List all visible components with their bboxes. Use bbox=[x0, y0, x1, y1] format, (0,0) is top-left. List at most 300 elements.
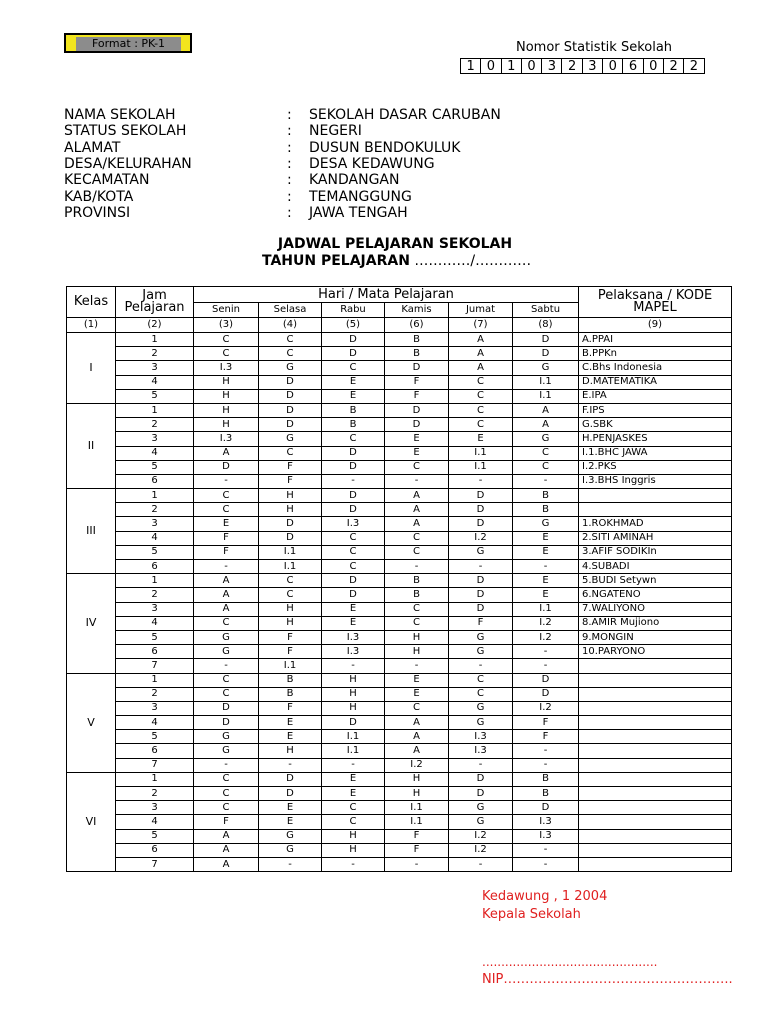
pelaksana-cell bbox=[579, 489, 732, 503]
period-cell: 6 bbox=[116, 744, 194, 758]
subject-cell: H bbox=[322, 687, 385, 701]
subject-cell: G bbox=[259, 843, 322, 857]
header-day: Selasa bbox=[259, 303, 322, 318]
subject-cell: C bbox=[449, 375, 513, 389]
subject-cell: D bbox=[449, 772, 513, 786]
subject-cell: F bbox=[513, 730, 579, 744]
table-row bbox=[67, 630, 732, 644]
subject-cell: D bbox=[259, 787, 322, 801]
subject-cell: I.2 bbox=[385, 758, 449, 772]
header-col-number: (3) bbox=[194, 318, 259, 333]
subject-cell: D bbox=[513, 347, 579, 361]
subject-cell: E bbox=[322, 389, 385, 403]
header-pelaksana: Pelaksana / KODE MAPEL bbox=[579, 287, 732, 318]
subject-cell: - bbox=[385, 560, 449, 574]
subject-cell: - bbox=[513, 744, 579, 758]
pelaksana-cell: H.PENJASKES bbox=[579, 432, 732, 446]
subject-cell: H bbox=[194, 418, 259, 432]
table-row bbox=[67, 787, 732, 801]
period-cell: 2 bbox=[116, 687, 194, 701]
period-cell: 2 bbox=[116, 787, 194, 801]
subject-cell: - bbox=[513, 474, 579, 488]
header-kelas: Kelas bbox=[67, 287, 116, 318]
subject-cell: D bbox=[513, 333, 579, 347]
period-cell: 2 bbox=[116, 347, 194, 361]
subject-cell: G bbox=[449, 545, 513, 559]
pelaksana-cell: C.Bhs Indonesia bbox=[579, 361, 732, 375]
subject-cell: - bbox=[322, 659, 385, 673]
subject-cell: D bbox=[449, 588, 513, 602]
subject-cell: I.1 bbox=[385, 815, 449, 829]
period-cell: 1 bbox=[116, 574, 194, 588]
subject-cell: I.1 bbox=[259, 659, 322, 673]
subject-cell: D bbox=[322, 574, 385, 588]
subject-cell: C bbox=[385, 460, 449, 474]
format-badge bbox=[64, 33, 192, 53]
table-row bbox=[67, 815, 732, 829]
subject-cell: B bbox=[385, 574, 449, 588]
header-col-number: (9) bbox=[579, 318, 732, 333]
subject-cell: H bbox=[259, 489, 322, 503]
header-col-number: (4) bbox=[259, 318, 322, 333]
subject-cell: - bbox=[449, 560, 513, 574]
subject-cell: - bbox=[259, 857, 322, 871]
subject-cell: C bbox=[194, 347, 259, 361]
subject-cell: E bbox=[322, 616, 385, 630]
subject-cell: C bbox=[513, 446, 579, 460]
subject-cell: D bbox=[449, 602, 513, 616]
subject-cell: I.1 bbox=[322, 730, 385, 744]
header-hari: Hari / Mata Pelajaran bbox=[194, 287, 579, 303]
subject-cell: - bbox=[322, 857, 385, 871]
subject-cell: D bbox=[259, 403, 322, 417]
period-cell: 3 bbox=[116, 602, 194, 616]
subject-cell: I.3 bbox=[322, 630, 385, 644]
subject-cell: D bbox=[322, 333, 385, 347]
subject-cell: E bbox=[513, 531, 579, 545]
table-row bbox=[67, 545, 732, 559]
nss-digit: 3 bbox=[583, 58, 603, 74]
table-row bbox=[67, 432, 732, 446]
table-row bbox=[67, 333, 732, 347]
table-row bbox=[67, 843, 732, 857]
subject-cell: C bbox=[449, 403, 513, 417]
period-cell: 3 bbox=[116, 701, 194, 715]
subject-cell: G bbox=[194, 744, 259, 758]
subject-cell: H bbox=[385, 645, 449, 659]
period-cell: 1 bbox=[116, 489, 194, 503]
header-jam: Jam Pelajaran bbox=[116, 287, 194, 318]
subject-cell: A bbox=[449, 361, 513, 375]
subject-cell: I.1 bbox=[322, 744, 385, 758]
period-cell: 1 bbox=[116, 772, 194, 786]
period-cell: 7 bbox=[116, 659, 194, 673]
subject-cell: C bbox=[194, 673, 259, 687]
period-cell: 3 bbox=[116, 432, 194, 446]
subject-cell: G bbox=[513, 517, 579, 531]
format-label: Format : PK-1 bbox=[76, 37, 181, 51]
signature-nip: NIP…………………………………………….. bbox=[482, 972, 733, 987]
subject-cell: C bbox=[322, 815, 385, 829]
header-col-number: (1) bbox=[67, 318, 116, 333]
pelaksana-cell: 5.BUDI Setywn bbox=[579, 574, 732, 588]
pelaksana-cell bbox=[579, 716, 732, 730]
table-row bbox=[67, 503, 732, 517]
pelaksana-cell bbox=[579, 758, 732, 772]
subject-cell: F bbox=[259, 474, 322, 488]
subject-cell: C bbox=[259, 446, 322, 460]
header-col-number: (8) bbox=[513, 318, 579, 333]
subject-cell: - bbox=[194, 560, 259, 574]
pelaksana-cell bbox=[579, 772, 732, 786]
pelaksana-cell: E.IPA bbox=[579, 389, 732, 403]
subject-cell: A bbox=[194, 602, 259, 616]
header-day: Jumat bbox=[449, 303, 513, 318]
period-cell: 5 bbox=[116, 389, 194, 403]
table-row bbox=[67, 375, 732, 389]
schedule-title: JADWAL PELAJARAN SEKOLAH bbox=[277, 236, 513, 252]
pelaksana-cell bbox=[579, 829, 732, 843]
subject-cell: C bbox=[385, 545, 449, 559]
subject-cell: D bbox=[259, 772, 322, 786]
subject-cell: E bbox=[259, 730, 322, 744]
period-cell: 3 bbox=[116, 801, 194, 815]
subject-cell: D bbox=[449, 787, 513, 801]
subject-cell: D bbox=[449, 503, 513, 517]
subject-cell: B bbox=[385, 333, 449, 347]
table-row bbox=[67, 347, 732, 361]
subject-cell: - bbox=[194, 659, 259, 673]
class-name: IV bbox=[67, 574, 116, 673]
period-cell: 5 bbox=[116, 730, 194, 744]
schedule-table bbox=[66, 286, 732, 872]
pelaksana-cell bbox=[579, 701, 732, 715]
subject-cell: G bbox=[259, 361, 322, 375]
period-cell: 3 bbox=[116, 361, 194, 375]
identity-label: STATUS SEKOLAH bbox=[64, 123, 187, 140]
identity-label: ALAMAT bbox=[64, 139, 121, 156]
subject-cell: - bbox=[513, 560, 579, 574]
nss-digit: 2 bbox=[664, 58, 684, 74]
subject-cell: C bbox=[259, 588, 322, 602]
header-day: Rabu bbox=[322, 303, 385, 318]
subject-cell: C bbox=[194, 801, 259, 815]
pelaksana-cell: 9.MONGIN bbox=[579, 630, 732, 644]
subject-cell: G bbox=[449, 645, 513, 659]
subject-cell: C bbox=[194, 489, 259, 503]
period-cell: 4 bbox=[116, 531, 194, 545]
subject-cell: D bbox=[449, 489, 513, 503]
subject-cell: H bbox=[322, 701, 385, 715]
subject-cell: C bbox=[385, 616, 449, 630]
subject-cell: - bbox=[513, 758, 579, 772]
subject-cell: - bbox=[513, 843, 579, 857]
period-cell: 3 bbox=[116, 517, 194, 531]
subject-cell: G bbox=[259, 432, 322, 446]
identity-value: TEMANGGUNG bbox=[309, 188, 412, 205]
subject-cell: I.3 bbox=[194, 432, 259, 446]
pelaksana-cell bbox=[579, 673, 732, 687]
subject-cell: - bbox=[385, 659, 449, 673]
identity-sep: : bbox=[287, 172, 292, 189]
subject-cell: B bbox=[385, 588, 449, 602]
subject-cell: I.2 bbox=[513, 616, 579, 630]
subject-cell: A bbox=[513, 418, 579, 432]
period-cell: 4 bbox=[116, 446, 194, 460]
signature-role: Kepala Sekolah bbox=[482, 907, 581, 922]
class-name: III bbox=[67, 489, 116, 574]
subject-cell: C bbox=[322, 531, 385, 545]
subject-cell: H bbox=[322, 843, 385, 857]
period-cell: 5 bbox=[116, 829, 194, 843]
subject-cell: - bbox=[194, 474, 259, 488]
subject-cell: D bbox=[385, 361, 449, 375]
subject-cell: I.2 bbox=[513, 701, 579, 715]
subject-cell: E bbox=[513, 545, 579, 559]
table-row bbox=[67, 489, 732, 503]
subject-cell: B bbox=[322, 418, 385, 432]
subject-cell: I.3 bbox=[513, 829, 579, 843]
header-col-number: (6) bbox=[385, 318, 449, 333]
pelaksana-cell: G.SBK bbox=[579, 418, 732, 432]
subject-cell: I.3 bbox=[449, 730, 513, 744]
subject-cell: F bbox=[259, 630, 322, 644]
subject-cell: C bbox=[194, 787, 259, 801]
subject-cell: C bbox=[194, 333, 259, 347]
identity-sep: : bbox=[287, 123, 292, 140]
identity-value: NEGERI bbox=[309, 123, 362, 140]
table-row bbox=[67, 602, 732, 616]
subject-cell: C bbox=[194, 503, 259, 517]
period-cell: 5 bbox=[116, 545, 194, 559]
subject-cell: H bbox=[259, 744, 322, 758]
identity-sep: : bbox=[287, 188, 292, 205]
subject-cell: A bbox=[194, 588, 259, 602]
subject-cell: G bbox=[194, 630, 259, 644]
identity-value: KANDANGAN bbox=[309, 172, 400, 189]
subject-cell: I.2 bbox=[449, 531, 513, 545]
class-name: V bbox=[67, 673, 116, 772]
table-row bbox=[67, 645, 732, 659]
pelaksana-cell: 10.PARYONO bbox=[579, 645, 732, 659]
subject-cell: I.2 bbox=[449, 829, 513, 843]
subject-cell: C bbox=[259, 333, 322, 347]
subject-cell: - bbox=[513, 659, 579, 673]
subject-cell: B bbox=[513, 503, 579, 517]
nss-digit: 0 bbox=[603, 58, 623, 74]
subject-cell: C bbox=[385, 701, 449, 715]
identity-sep: : bbox=[287, 107, 292, 123]
subject-cell: A bbox=[449, 333, 513, 347]
pelaksana-cell: I.1.BHC JAWA bbox=[579, 446, 732, 460]
subject-cell: D bbox=[322, 460, 385, 474]
period-cell: 6 bbox=[116, 645, 194, 659]
subject-cell: C bbox=[449, 389, 513, 403]
subject-cell: B bbox=[513, 787, 579, 801]
subject-cell: I.3 bbox=[322, 645, 385, 659]
pelaksana-cell bbox=[579, 787, 732, 801]
subject-cell: D bbox=[259, 418, 322, 432]
subject-cell: D bbox=[259, 389, 322, 403]
subject-cell: H bbox=[385, 772, 449, 786]
subject-cell: G bbox=[449, 716, 513, 730]
nss-digit: 3 bbox=[542, 58, 562, 74]
subject-cell: F bbox=[259, 645, 322, 659]
identity-sep: : bbox=[287, 155, 292, 172]
subject-cell: B bbox=[259, 673, 322, 687]
subject-cell: G bbox=[449, 801, 513, 815]
identity-label: KAB/KOTA bbox=[64, 188, 134, 205]
nss-digit: 0 bbox=[644, 58, 664, 74]
subject-cell: D bbox=[513, 801, 579, 815]
period-cell: 4 bbox=[116, 815, 194, 829]
subject-cell: F bbox=[385, 389, 449, 403]
subject-cell: I.1 bbox=[259, 560, 322, 574]
subject-cell: F bbox=[385, 829, 449, 843]
nss-digit: 0 bbox=[481, 58, 501, 74]
identity-value: JAWA TENGAH bbox=[309, 204, 408, 221]
subject-cell: I.1 bbox=[513, 602, 579, 616]
subject-cell: - bbox=[194, 758, 259, 772]
period-cell: 5 bbox=[116, 460, 194, 474]
subject-cell: G bbox=[449, 630, 513, 644]
subject-cell: - bbox=[449, 857, 513, 871]
table-row bbox=[67, 460, 732, 474]
subject-cell: E bbox=[259, 801, 322, 815]
pelaksana-cell: 3.AFIF SODIKIn bbox=[579, 545, 732, 559]
subject-cell: I.1 bbox=[259, 545, 322, 559]
subject-cell: G bbox=[449, 701, 513, 715]
subject-cell: G bbox=[449, 815, 513, 829]
subject-cell: D bbox=[322, 489, 385, 503]
subject-cell: A bbox=[194, 843, 259, 857]
nss-digit: 2 bbox=[562, 58, 582, 74]
subject-cell: A bbox=[194, 446, 259, 460]
subject-cell: C bbox=[194, 772, 259, 786]
subject-cell: C bbox=[194, 616, 259, 630]
period-cell: 6 bbox=[116, 560, 194, 574]
subject-cell: F bbox=[259, 701, 322, 715]
period-cell: 1 bbox=[116, 403, 194, 417]
table-row bbox=[67, 744, 732, 758]
pelaksana-cell bbox=[579, 857, 732, 871]
subject-cell: C bbox=[322, 545, 385, 559]
subject-cell: F bbox=[385, 843, 449, 857]
subject-cell: C bbox=[513, 460, 579, 474]
table-row bbox=[67, 857, 732, 871]
table-row bbox=[67, 659, 732, 673]
pelaksana-cell: I.2.PKS bbox=[579, 460, 732, 474]
subject-cell: D bbox=[449, 574, 513, 588]
pelaksana-cell: D.MATEMATIKA bbox=[579, 375, 732, 389]
subject-cell: A bbox=[385, 716, 449, 730]
subject-cell: G bbox=[513, 432, 579, 446]
class-name: VI bbox=[67, 772, 116, 871]
subject-cell: I.3 bbox=[194, 361, 259, 375]
period-cell: 7 bbox=[116, 758, 194, 772]
pelaksana-cell bbox=[579, 801, 732, 815]
table-row bbox=[67, 574, 732, 588]
header-day: Sabtu bbox=[513, 303, 579, 318]
table-row bbox=[67, 716, 732, 730]
table-row bbox=[67, 474, 732, 488]
header-day: Kamis bbox=[385, 303, 449, 318]
nss-digit: 1 bbox=[502, 58, 522, 74]
table-row bbox=[67, 446, 732, 460]
subject-cell: E bbox=[513, 574, 579, 588]
subject-cell: D bbox=[322, 503, 385, 517]
header-day: Senin bbox=[194, 303, 259, 318]
subject-cell: D bbox=[194, 701, 259, 715]
pelaksana-cell: 8.AMIR Mujiono bbox=[579, 616, 732, 630]
subject-cell: D bbox=[259, 517, 322, 531]
pelaksana-cell: B.PPKn bbox=[579, 347, 732, 361]
period-cell: 4 bbox=[116, 716, 194, 730]
subject-cell: D bbox=[194, 716, 259, 730]
subject-cell: C bbox=[449, 687, 513, 701]
subject-cell: A bbox=[513, 403, 579, 417]
period-cell: 1 bbox=[116, 673, 194, 687]
academic-year-line bbox=[262, 253, 531, 269]
subject-cell: D bbox=[322, 588, 385, 602]
subject-cell: I.2 bbox=[449, 843, 513, 857]
subject-cell: F bbox=[449, 616, 513, 630]
period-cell: 4 bbox=[116, 375, 194, 389]
pelaksana-cell bbox=[579, 744, 732, 758]
nss-digit: 6 bbox=[623, 58, 643, 74]
period-cell: 7 bbox=[116, 857, 194, 871]
subject-cell: E bbox=[385, 687, 449, 701]
period-cell: 2 bbox=[116, 418, 194, 432]
identity-sep: : bbox=[287, 204, 292, 221]
subject-cell: - bbox=[449, 659, 513, 673]
subject-cell: I.1 bbox=[449, 446, 513, 460]
subject-cell: F bbox=[259, 460, 322, 474]
nss-digit-boxes bbox=[460, 58, 705, 74]
pelaksana-cell: I.3.BHS Inggris bbox=[579, 474, 732, 488]
nss-digit: 2 bbox=[684, 58, 704, 74]
pelaksana-cell bbox=[579, 659, 732, 673]
subject-cell: E bbox=[385, 673, 449, 687]
period-cell: 2 bbox=[116, 503, 194, 517]
subject-cell: A bbox=[194, 574, 259, 588]
subject-cell: F bbox=[194, 815, 259, 829]
table-row bbox=[67, 701, 732, 715]
subject-cell: G bbox=[259, 829, 322, 843]
pelaksana-cell bbox=[579, 843, 732, 857]
subject-cell: F bbox=[513, 716, 579, 730]
pelaksana-cell: 2.SITI AMINAH bbox=[579, 531, 732, 545]
signature-line: .............................................. bbox=[482, 955, 658, 969]
header-col-number: (2) bbox=[116, 318, 194, 333]
class-name: I bbox=[67, 333, 116, 404]
pelaksana-cell: 7.WALIYONO bbox=[579, 602, 732, 616]
subject-cell: H bbox=[259, 616, 322, 630]
subject-cell: D bbox=[322, 347, 385, 361]
subject-cell: H bbox=[322, 829, 385, 843]
subject-cell: C bbox=[322, 801, 385, 815]
subject-cell: D bbox=[449, 517, 513, 531]
subject-cell: B bbox=[513, 489, 579, 503]
table-row bbox=[67, 588, 732, 602]
table-row bbox=[67, 829, 732, 843]
subject-cell: D bbox=[259, 531, 322, 545]
nss-digit: 1 bbox=[461, 58, 481, 74]
subject-cell: F bbox=[194, 531, 259, 545]
identity-sep: : bbox=[287, 139, 292, 156]
pelaksana-cell: 6.NGATENO bbox=[579, 588, 732, 602]
period-cell: 6 bbox=[116, 474, 194, 488]
